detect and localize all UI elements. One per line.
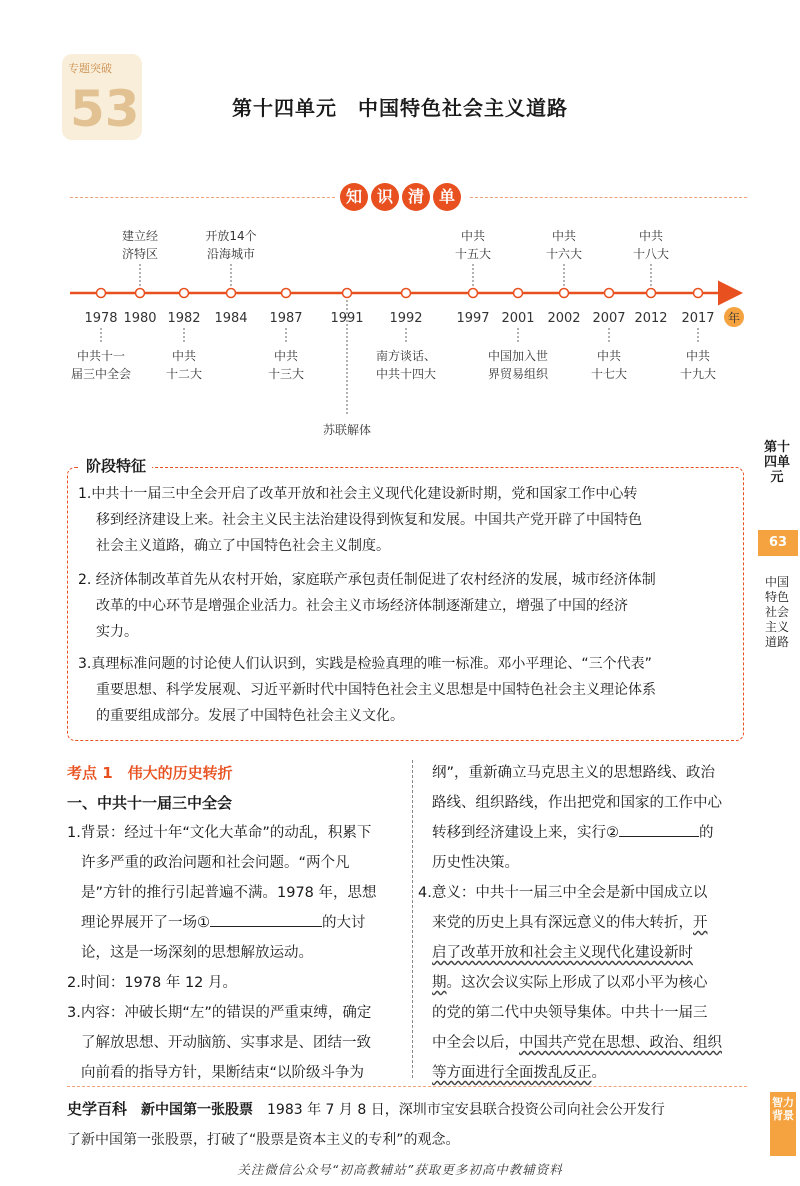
stage-item-1 (78, 481, 738, 559)
emphasis-span: 开 (693, 915, 708, 931)
timeline-event-label: 十九大 (679, 367, 717, 381)
timeline-event-label: 中共 (596, 349, 622, 363)
timeline-event-label: 沿海城市 (206, 247, 256, 261)
timeline-year: 1987 (269, 311, 303, 326)
banner-char: 单 (433, 183, 461, 211)
text-line: 路线、组织路线，作出把党和国家的工作中心 (432, 795, 722, 811)
timeline-year: 1980 (123, 311, 157, 326)
text-line: 是”方针的推行引起普遍不满。1978 年，思想 (81, 885, 377, 901)
text-line: 论，这是一场深刻的思想解放运动。 (81, 945, 313, 961)
banner-char: 清 (402, 183, 430, 211)
text-line (418, 818, 753, 848)
text-span: 中全会以后， (432, 1035, 519, 1051)
banner-char: 知 (340, 183, 368, 211)
timeline-event-label: 十三大 (267, 367, 305, 381)
timeline-node (514, 289, 523, 298)
timeline-event-label: 中共十四大 (375, 367, 437, 381)
answer-blank-2[interactable] (619, 818, 699, 837)
text-span: 来党的历史上具有深远意义的伟大转折， (432, 915, 693, 931)
section-title: 一、中共十一届三中全会 (67, 794, 233, 812)
answer-blank-1[interactable] (210, 908, 322, 927)
text-line: 的党的第二代中央领导集体。中共十一届三 (432, 1005, 708, 1021)
timeline-event-label: 济特区 (121, 247, 159, 261)
shixue-label: 史学百科 (67, 1100, 128, 1118)
text-line: 了新中国第一张股票，打破了“股票是资本主义的专利”的观念。 (67, 1132, 460, 1148)
timeline-event-label: 界贸易组织 (487, 367, 549, 381)
timeline-event-label: 中共 (273, 349, 299, 363)
timeline-event-label: 中共 (551, 229, 577, 243)
column-divider (412, 760, 413, 1078)
timeline-node (605, 289, 614, 298)
timeline-node (469, 289, 478, 298)
text-line: 纲”，重新确立马克思主义的思想路线、政治 (432, 765, 716, 781)
text-line (418, 908, 753, 938)
timeline-year: 2012 (634, 311, 668, 326)
page-title: 第十四单元 中国特色社会主义道路 (232, 96, 568, 120)
banner-char: 识 (371, 183, 399, 211)
timeline-year: 1991 (330, 311, 364, 326)
section-divider (67, 1086, 747, 1087)
timeline-node (227, 289, 236, 298)
stage-item-2 (78, 567, 738, 645)
text-line (418, 968, 753, 998)
text-line: 3.内容：冲破长期“左”的错误的严重束缚，确定 (67, 1005, 372, 1021)
shixue-text: 1983 年 7 月 8 日，深圳市宝安县联合投资公司向社会公开发行 (267, 1102, 665, 1118)
timeline-node (343, 289, 352, 298)
timeline-year: 1992 (389, 311, 423, 326)
emphasis-span: 期 (432, 975, 447, 991)
stage-line: 2. 经济体制改革首先从农村开始，家庭联产承包责任制促进了农村经济的发展，城市经济体制 (78, 572, 656, 588)
stage-line: 移到经济建设上来。社会主义民主法治建设得到恢复和发展。中国共产党开辟了中国特色 (96, 512, 642, 528)
timeline-event-label: 十二大 (165, 367, 203, 381)
logo-text: 专题突破 (68, 62, 112, 75)
knowledge-banner (340, 183, 464, 213)
text-line: 许多严重的政治问题和社会问题。“两个凡 (81, 855, 350, 871)
timeline-event-label: 中共 (685, 349, 711, 363)
timeline-event-label: 中国加入世 (487, 349, 549, 363)
stage-title: 阶段特征 (80, 455, 152, 476)
blank-post: 的大讨 (322, 915, 366, 931)
timeline-node (560, 289, 569, 298)
timeline-year: 2017 (681, 311, 715, 326)
timeline-node (647, 289, 656, 298)
timeline-event-label: 中共十一 (76, 349, 126, 363)
text-line (418, 1028, 753, 1058)
text-line: 4.意义：中共十一届三中全会是新中国成立以 (418, 885, 708, 901)
timeline-node (694, 289, 703, 298)
left-column (67, 758, 402, 1088)
stage-item-3 (78, 651, 738, 729)
timeline-node (180, 289, 189, 298)
timeline-event-label: 届三中全会 (70, 367, 132, 381)
timeline-year: 2002 (547, 311, 581, 326)
stage-line: 社会主义道路，确立了中国特色社会主义制度。 (96, 538, 390, 554)
stage-line: 的重要组成部分。发展了中国特色社会主义文化。 (96, 708, 404, 724)
timeline-node (97, 289, 106, 298)
timeline-event-label: 中共 (638, 229, 664, 243)
text-line: 2.时间：1978 年 12 月。 (67, 975, 238, 991)
timeline-node (282, 289, 291, 298)
timeline-event-label: 开放14个 (205, 229, 257, 243)
stage-line: 实力。 (96, 624, 138, 640)
timeline-event-label: 十七大 (590, 367, 628, 381)
timeline-event-label: 十五大 (454, 247, 492, 261)
text-line (418, 1058, 753, 1088)
text-line: 历史性决策。 (432, 855, 519, 871)
footer-note: 关注微信公众号“初高教辅站”获取更多初高中教辅资料 (237, 1162, 563, 1177)
banner-rule-right (470, 197, 747, 198)
timeline-year: 1978 (84, 311, 118, 326)
corner-tab: 智力背景 (770, 1092, 796, 1156)
timeline-event-label: 十六大 (545, 247, 583, 261)
year-unit: 年 (727, 311, 741, 325)
shixue-title: 新中国第一张股票 (141, 1102, 254, 1118)
emphasis-span: 等方面进行全面拨乱反正 (432, 1065, 592, 1081)
text-line (67, 1094, 757, 1125)
stage-line: 重要思想、科学发展观、习近平新时代中国特色社会主义思想是中国特色社会主义理论体系 (96, 682, 656, 698)
right-column (418, 758, 753, 1088)
stage-line: 改革的中心环节是增强企业活力。社会主义市场经济体制逐渐建立，增强了中国的经济 (96, 598, 628, 614)
shixue-box (67, 1094, 757, 1155)
banner-rule-left (70, 197, 335, 198)
side-unit-text: 第十四单元 (763, 440, 790, 485)
text-line: 向前看的指导方针，果断结束“以阶级斗争为 (81, 1065, 365, 1081)
timeline-event-label: 中共 (460, 229, 486, 243)
blank-pre: 转移到经济建设上来，实行② (432, 825, 619, 841)
timeline-node (402, 289, 411, 298)
stage-line: 3.真理标准问题的讨论使人们认识到，实践是检验真理的唯一标准。邓小平理论、“三个代表” (78, 656, 652, 672)
side-unit-label (757, 440, 797, 485)
blank-post: 的 (699, 825, 714, 841)
logo-number: 53 (70, 80, 140, 138)
timeline-year: 1982 (167, 311, 201, 326)
blank-pre: 理论界展开了一场① (81, 915, 210, 931)
timeline-year: 2007 (592, 311, 626, 326)
text-span: 。这次会议实际上形成了以邓小平为核心 (446, 975, 708, 991)
timeline-event-label: 建立经 (121, 229, 159, 243)
timeline-event-label: 苏联解体 (322, 423, 372, 437)
emphasis-span: 中国共产党在思想、政治、组织 (519, 1035, 722, 1051)
text-line (418, 938, 753, 968)
timeline-event-label: 十八大 (632, 247, 670, 261)
timeline-event-label: 中共 (171, 349, 197, 363)
timeline-year: 1984 (214, 311, 248, 326)
text-line: 1.背景：经过十年“文化大革命”的动乱，积累下 (67, 825, 372, 841)
timeline-year: 1997 (456, 311, 490, 326)
timeline-node (136, 289, 145, 298)
page-number: 63 (758, 530, 798, 556)
timeline-event-label: 南方谈话、 (375, 349, 437, 363)
timeline (0, 220, 760, 450)
text-span: 。 (591, 1065, 606, 1081)
stage-line: 1.中共十一届三中全会开启了改革开放和社会主义现代化建设新时期，党和国家工作中心转 (78, 486, 638, 502)
text-line (67, 908, 402, 938)
side-vertical-title: 中国特色社会主义道路 (765, 575, 790, 649)
timeline-year: 2001 (501, 311, 535, 326)
text-line: 了解放思想、开动脑筋、实事求是、团结一致 (81, 1035, 371, 1051)
emphasis-span: 启了改革开放和社会主义现代化建设新时 (432, 945, 693, 961)
kaodian-title: 考点 1 伟大的历史转折 (67, 764, 233, 782)
